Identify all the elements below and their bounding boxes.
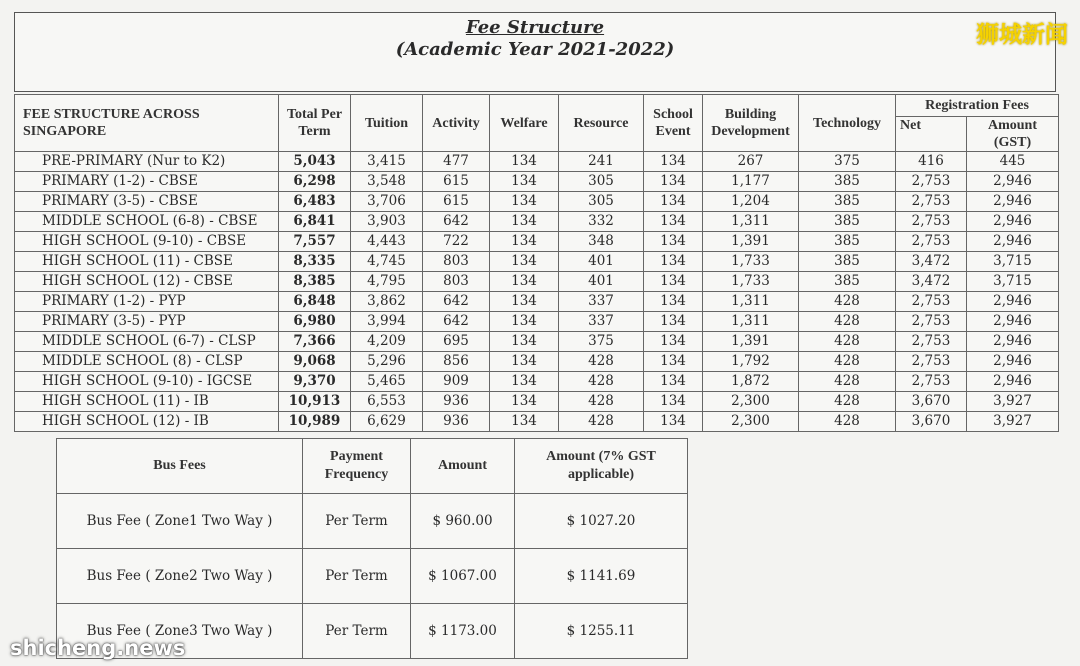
bus-cell-name: Bus Fee ( Zone1 Two Way ) bbox=[57, 494, 303, 549]
cell-technology: 375 bbox=[799, 152, 896, 172]
cell-event: 134 bbox=[644, 232, 703, 252]
cell-building: 2,300 bbox=[703, 412, 799, 432]
title-box bbox=[14, 12, 1056, 92]
cell-total: 5,043 bbox=[279, 152, 351, 172]
cell-total: 7,366 bbox=[279, 332, 351, 352]
column-header-building: Building Development bbox=[703, 95, 799, 152]
cell-technology: 385 bbox=[799, 192, 896, 212]
cell-technology: 385 bbox=[799, 232, 896, 252]
column-header-technology: Technology bbox=[799, 95, 896, 152]
cell-technology: 428 bbox=[799, 412, 896, 432]
column-header-school-event: School Event bbox=[644, 95, 703, 152]
cell-tuition: 5,465 bbox=[351, 372, 423, 392]
bus-cell-amount-gst: $ 1027.20 bbox=[515, 494, 688, 549]
cell-resource: 305 bbox=[559, 192, 644, 212]
cell-program: PRE-PRIMARY (Nur to K2) bbox=[15, 152, 279, 172]
cell-event: 134 bbox=[644, 192, 703, 212]
cell-event: 134 bbox=[644, 152, 703, 172]
cell-activity: 615 bbox=[423, 172, 490, 192]
cell-program: HIGH SCHOOL (11) - IB bbox=[15, 392, 279, 412]
column-header-total: Total Per Term bbox=[279, 95, 351, 152]
cell-resource: 348 bbox=[559, 232, 644, 252]
cell-net: 2,753 bbox=[896, 332, 967, 352]
table-row bbox=[15, 372, 1059, 392]
table-row bbox=[15, 272, 1059, 292]
cell-gst: 445 bbox=[967, 152, 1059, 172]
cell-building: 1,311 bbox=[703, 292, 799, 312]
bus-cell-name: Bus Fee ( Zone2 Two Way ) bbox=[57, 549, 303, 604]
cell-welfare: 134 bbox=[490, 392, 559, 412]
cell-resource: 428 bbox=[559, 392, 644, 412]
cell-tuition: 4,209 bbox=[351, 332, 423, 352]
page-title: Fee Structure bbox=[465, 17, 605, 38]
cell-welfare: 134 bbox=[490, 332, 559, 352]
cell-event: 134 bbox=[644, 312, 703, 332]
cell-program: HIGH SCHOOL (9-10) - IGCSE bbox=[15, 372, 279, 392]
cell-activity: 936 bbox=[423, 412, 490, 432]
cell-welfare: 134 bbox=[490, 312, 559, 332]
cell-total: 9,068 bbox=[279, 352, 351, 372]
table-row bbox=[15, 312, 1059, 332]
cell-gst: 2,946 bbox=[967, 332, 1059, 352]
cell-building: 2,300 bbox=[703, 392, 799, 412]
table-row bbox=[15, 152, 1059, 172]
cell-welfare: 134 bbox=[490, 292, 559, 312]
cell-program: HIGH SCHOOL (9-10) - CBSE bbox=[15, 232, 279, 252]
table-row bbox=[15, 192, 1059, 212]
cell-gst: 2,946 bbox=[967, 312, 1059, 332]
cell-gst: 2,946 bbox=[967, 292, 1059, 312]
cell-tuition: 4,745 bbox=[351, 252, 423, 272]
cell-building: 1,733 bbox=[703, 252, 799, 272]
cell-gst: 2,946 bbox=[967, 212, 1059, 232]
cell-net: 2,753 bbox=[896, 172, 967, 192]
cell-resource: 375 bbox=[559, 332, 644, 352]
cell-program: PRIMARY (3-5) - PYP bbox=[15, 312, 279, 332]
table-row bbox=[57, 494, 688, 549]
cell-technology: 428 bbox=[799, 312, 896, 332]
cell-building: 267 bbox=[703, 152, 799, 172]
cell-net: 2,753 bbox=[896, 292, 967, 312]
cell-welfare: 134 bbox=[490, 272, 559, 292]
cell-total: 9,370 bbox=[279, 372, 351, 392]
watermark-logo-text: 狮城新闻 bbox=[976, 22, 1068, 48]
cell-resource: 401 bbox=[559, 252, 644, 272]
column-header-activity: Activity bbox=[423, 95, 490, 152]
cell-net: 2,753 bbox=[896, 212, 967, 232]
cell-tuition: 3,862 bbox=[351, 292, 423, 312]
cell-activity: 695 bbox=[423, 332, 490, 352]
cell-program: MIDDLE SCHOOL (6-7) - CLSP bbox=[15, 332, 279, 352]
column-header-reg-net: Net bbox=[896, 117, 967, 152]
cell-building: 1,204 bbox=[703, 192, 799, 212]
fee-structure-table bbox=[14, 94, 1059, 432]
cell-net: 2,753 bbox=[896, 372, 967, 392]
column-header-resource: Resource bbox=[559, 95, 644, 152]
cell-resource: 428 bbox=[559, 352, 644, 372]
cell-technology: 385 bbox=[799, 252, 896, 272]
cell-activity: 477 bbox=[423, 152, 490, 172]
bus-cell-frequency: Per Term bbox=[303, 494, 411, 549]
column-header-registration: Registration Fees bbox=[896, 95, 1059, 117]
cell-activity: 615 bbox=[423, 192, 490, 212]
cell-gst: 2,946 bbox=[967, 232, 1059, 252]
cell-technology: 385 bbox=[799, 212, 896, 232]
cell-building: 1,177 bbox=[703, 172, 799, 192]
cell-total: 6,841 bbox=[279, 212, 351, 232]
cell-total: 8,335 bbox=[279, 252, 351, 272]
cell-building: 1,311 bbox=[703, 312, 799, 332]
table-row bbox=[15, 292, 1059, 312]
cell-total: 6,980 bbox=[279, 312, 351, 332]
cell-event: 134 bbox=[644, 392, 703, 412]
cell-program: PRIMARY (3-5) - CBSE bbox=[15, 192, 279, 212]
cell-building: 1,391 bbox=[703, 332, 799, 352]
cell-net: 416 bbox=[896, 152, 967, 172]
cell-gst: 3,927 bbox=[967, 412, 1059, 432]
cell-gst: 2,946 bbox=[967, 372, 1059, 392]
cell-building: 1,872 bbox=[703, 372, 799, 392]
bus-cell-amount-gst: $ 1255.11 bbox=[515, 604, 688, 659]
cell-technology: 385 bbox=[799, 272, 896, 292]
cell-activity: 803 bbox=[423, 252, 490, 272]
cell-program: MIDDLE SCHOOL (8) - CLSP bbox=[15, 352, 279, 372]
cell-technology: 428 bbox=[799, 352, 896, 372]
cell-gst: 2,946 bbox=[967, 352, 1059, 372]
cell-net: 2,753 bbox=[896, 192, 967, 212]
cell-activity: 722 bbox=[423, 232, 490, 252]
table-row bbox=[15, 332, 1059, 352]
bus-cell-amount: $ 960.00 bbox=[411, 494, 515, 549]
cell-building: 1,311 bbox=[703, 212, 799, 232]
cell-event: 134 bbox=[644, 272, 703, 292]
cell-technology: 428 bbox=[799, 292, 896, 312]
column-header-welfare: Welfare bbox=[490, 95, 559, 152]
cell-program: HIGH SCHOOL (12) - IB bbox=[15, 412, 279, 432]
cell-technology: 385 bbox=[799, 172, 896, 192]
cell-resource: 428 bbox=[559, 372, 644, 392]
cell-resource: 241 bbox=[559, 152, 644, 172]
cell-activity: 936 bbox=[423, 392, 490, 412]
bus-cell-amount-gst: $ 1141.69 bbox=[515, 549, 688, 604]
cell-net: 2,753 bbox=[896, 232, 967, 252]
bus-cell-amount: $ 1173.00 bbox=[411, 604, 515, 659]
cell-program: PRIMARY (1-2) - CBSE bbox=[15, 172, 279, 192]
cell-tuition: 5,296 bbox=[351, 352, 423, 372]
cell-total: 7,557 bbox=[279, 232, 351, 252]
cell-total: 6,483 bbox=[279, 192, 351, 212]
cell-welfare: 134 bbox=[490, 372, 559, 392]
bus-cell-name: Bus Fee ( Zone3 Two Way ) bbox=[57, 604, 303, 659]
table-row bbox=[15, 412, 1059, 432]
cell-net: 3,670 bbox=[896, 412, 967, 432]
cell-resource: 401 bbox=[559, 272, 644, 292]
cell-gst: 3,715 bbox=[967, 272, 1059, 292]
cell-tuition: 3,994 bbox=[351, 312, 423, 332]
cell-building: 1,792 bbox=[703, 352, 799, 372]
cell-tuition: 4,443 bbox=[351, 232, 423, 252]
cell-net: 3,472 bbox=[896, 252, 967, 272]
cell-activity: 856 bbox=[423, 352, 490, 372]
cell-activity: 909 bbox=[423, 372, 490, 392]
table-row bbox=[15, 172, 1059, 192]
cell-event: 134 bbox=[644, 292, 703, 312]
cell-technology: 428 bbox=[799, 372, 896, 392]
cell-welfare: 134 bbox=[490, 192, 559, 212]
bus-header-amount: Amount bbox=[411, 439, 515, 494]
cell-technology: 428 bbox=[799, 332, 896, 352]
table-row bbox=[15, 252, 1059, 272]
cell-activity: 803 bbox=[423, 272, 490, 292]
page-subtitle: (Academic Year 2021-2022) bbox=[395, 39, 675, 60]
cell-gst: 3,927 bbox=[967, 392, 1059, 412]
cell-total: 6,298 bbox=[279, 172, 351, 192]
table-row bbox=[15, 232, 1059, 252]
bus-cell-frequency: Per Term bbox=[303, 549, 411, 604]
cell-technology: 428 bbox=[799, 392, 896, 412]
table-row bbox=[15, 212, 1059, 232]
bus-fees-table bbox=[56, 438, 688, 659]
cell-tuition: 3,415 bbox=[351, 152, 423, 172]
table-row bbox=[15, 352, 1059, 372]
table-row bbox=[57, 549, 688, 604]
cell-net: 2,753 bbox=[896, 312, 967, 332]
cell-resource: 337 bbox=[559, 312, 644, 332]
column-header-reg-gst: Amount (GST) bbox=[967, 117, 1059, 152]
column-header-tuition: Tuition bbox=[351, 95, 423, 152]
cell-tuition: 3,706 bbox=[351, 192, 423, 212]
cell-program: MIDDLE SCHOOL (6-8) - CBSE bbox=[15, 212, 279, 232]
cell-net: 2,753 bbox=[896, 352, 967, 372]
cell-gst: 2,946 bbox=[967, 172, 1059, 192]
cell-building: 1,391 bbox=[703, 232, 799, 252]
cell-welfare: 134 bbox=[490, 232, 559, 252]
cell-event: 134 bbox=[644, 352, 703, 372]
cell-activity: 642 bbox=[423, 312, 490, 332]
table-row bbox=[15, 392, 1059, 412]
cell-program: HIGH SCHOOL (11) - CBSE bbox=[15, 252, 279, 272]
bus-cell-frequency: Per Term bbox=[303, 604, 411, 659]
bus-header-name: Bus Fees bbox=[57, 439, 303, 494]
cell-welfare: 134 bbox=[490, 172, 559, 192]
cell-tuition: 6,629 bbox=[351, 412, 423, 432]
cell-tuition: 3,903 bbox=[351, 212, 423, 232]
cell-activity: 642 bbox=[423, 292, 490, 312]
cell-activity: 642 bbox=[423, 212, 490, 232]
cell-welfare: 134 bbox=[490, 252, 559, 272]
column-header-program: FEE STRUCTURE ACROSS SINGAPORE bbox=[15, 95, 279, 152]
cell-gst: 3,715 bbox=[967, 252, 1059, 272]
cell-tuition: 6,553 bbox=[351, 392, 423, 412]
cell-program: PRIMARY (1-2) - PYP bbox=[15, 292, 279, 312]
cell-event: 134 bbox=[644, 412, 703, 432]
cell-welfare: 134 bbox=[490, 152, 559, 172]
watermark-site: shicheng.news bbox=[10, 636, 186, 660]
cell-program: HIGH SCHOOL (12) - CBSE bbox=[15, 272, 279, 292]
cell-total: 6,848 bbox=[279, 292, 351, 312]
bus-header-amount-gst: Amount (7% GST applicable) bbox=[515, 439, 688, 494]
cell-tuition: 3,548 bbox=[351, 172, 423, 192]
cell-event: 134 bbox=[644, 212, 703, 232]
cell-event: 134 bbox=[644, 332, 703, 352]
cell-tuition: 4,795 bbox=[351, 272, 423, 292]
cell-resource: 428 bbox=[559, 412, 644, 432]
bus-cell-amount: $ 1067.00 bbox=[411, 549, 515, 604]
cell-welfare: 134 bbox=[490, 352, 559, 372]
cell-resource: 305 bbox=[559, 172, 644, 192]
cell-event: 134 bbox=[644, 372, 703, 392]
cell-resource: 337 bbox=[559, 292, 644, 312]
cell-net: 3,472 bbox=[896, 272, 967, 292]
cell-resource: 332 bbox=[559, 212, 644, 232]
bus-header-frequency: Payment Frequency bbox=[303, 439, 411, 494]
cell-welfare: 134 bbox=[490, 412, 559, 432]
cell-total: 8,385 bbox=[279, 272, 351, 292]
cell-building: 1,733 bbox=[703, 272, 799, 292]
cell-gst: 2,946 bbox=[967, 192, 1059, 212]
cell-event: 134 bbox=[644, 252, 703, 272]
cell-welfare: 134 bbox=[490, 212, 559, 232]
cell-total: 10,989 bbox=[279, 412, 351, 432]
cell-event: 134 bbox=[644, 172, 703, 192]
cell-net: 3,670 bbox=[896, 392, 967, 412]
cell-total: 10,913 bbox=[279, 392, 351, 412]
